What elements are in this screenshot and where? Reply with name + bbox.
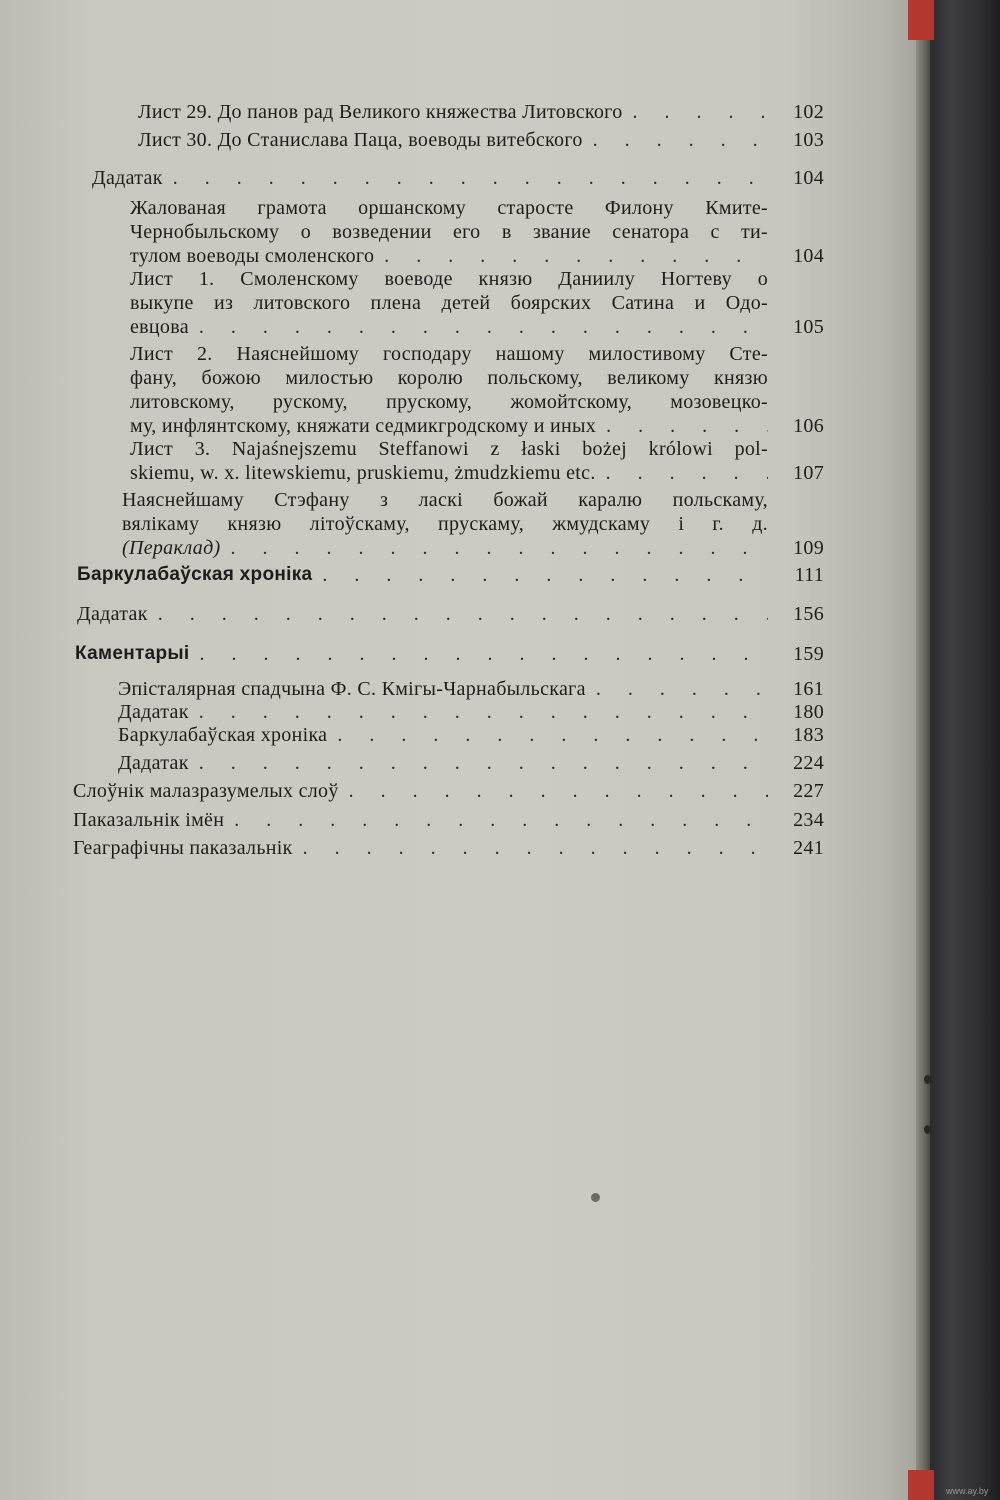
leader-dots (606, 461, 768, 485)
binding-mark (924, 1125, 931, 1134)
toc-entry-line: Лист 1. Смоленскому воеводе князю Даниилу Ногтеву о (130, 268, 768, 290)
toc-entry-title: Лист 30. До Станислава Паца, воеводы витебского (138, 129, 583, 151)
toc-page-number: 161 (793, 678, 824, 700)
leader-dots (303, 836, 768, 860)
leader-dots (199, 315, 768, 339)
toc-entry-line: евцова (130, 316, 189, 338)
toc-page-number: 107 (793, 462, 824, 484)
toc-entry (75, 642, 824, 666)
toc-entry (118, 700, 824, 724)
toc-entry-line: Лист 3. Najaśnejszemu Steffanowi z łaski bożej królowi pol- (130, 438, 768, 460)
toc-entry-line: тулом воеводы смоленского (130, 245, 375, 267)
toc-page-number: 227 (793, 780, 824, 802)
toc-entry-title: Дадатак (118, 752, 189, 774)
toc-entry-title: Слоўнік малазразумелых слоў (73, 780, 339, 802)
leader-dots (234, 808, 768, 832)
toc-page-number: 109 (793, 537, 824, 559)
book-cover-edge (930, 0, 1000, 1500)
leader-dots (596, 677, 768, 701)
toc-entry (92, 166, 824, 190)
leader-dots (593, 128, 768, 152)
toc-section-title: Каментарыі (75, 643, 190, 664)
toc-page-number: 224 (793, 752, 824, 774)
toc-entry-title: Паказальнік імён (73, 809, 225, 831)
toc-entry-line: Наяснейшаму Стэфану з ласкі божай каралю польскаму, (122, 489, 768, 511)
toc-section-title: Баркулабаўская хроніка (77, 564, 313, 585)
leader-dots (337, 723, 768, 747)
toc-entry-line: фану, божою милостью королю польскому, великому князю (130, 367, 768, 389)
watermark: www.ay.by (946, 1486, 989, 1496)
toc-entry-line: вялікаму князю літоўскаму, прускаму, жмудскаму і г. д. (122, 513, 768, 535)
leader-dots (606, 414, 768, 438)
toc-entry-line: Лист 2. Наяснейшому господару нашому милостивому Сте- (130, 343, 768, 365)
toc-entry-title: Дадатак (92, 167, 163, 189)
toc-entry (73, 808, 824, 832)
leader-dots (199, 751, 768, 775)
leader-dots (349, 779, 768, 803)
toc-entry (122, 488, 824, 560)
toc-page-number: 183 (793, 724, 824, 746)
toc-page-number: 234 (793, 809, 824, 831)
toc-entry-line: skiemu, w. x. litewskiemu, pruskiemu, żmudzkiemu etc. (130, 462, 596, 484)
toc-page-number: 241 (793, 837, 824, 859)
leader-dots (633, 100, 769, 124)
toc-page-number: 105 (793, 316, 824, 338)
toc-entry-line: литовскому, рускому, прускому, жомойтскому, мозовецко- (130, 391, 768, 413)
leader-dots (199, 700, 768, 724)
leader-dots (173, 166, 768, 190)
toc-entry-title: Дадатак (77, 603, 148, 625)
toc-entry (77, 563, 824, 587)
toc-page-number: 103 (793, 129, 824, 151)
toc-entry (118, 677, 824, 701)
toc-entry (73, 779, 824, 803)
toc-entry-line: му, инфлянтскому, княжати седмикгродскому и иных (130, 415, 597, 437)
toc-entry-line: (Пераклад) (122, 537, 221, 559)
toc-entry-line: выкупе из литовского плена детей боярских Сатина и Одо- (130, 292, 768, 314)
toc-entry (130, 437, 824, 485)
toc-entry (138, 100, 824, 124)
toc-page-number: 111 (794, 564, 824, 586)
toc-entry (73, 836, 824, 860)
toc-entry (130, 342, 824, 438)
leader-dots (230, 536, 768, 560)
toc-page-number: 104 (793, 167, 824, 189)
toc-entry-title: Эпісталярная спадчына Ф. С. Кмігы-Чарнабыльскага (118, 678, 586, 700)
toc-entry (138, 128, 824, 152)
toc-entry-title: Лист 29. До панов рад Великого княжества Литовского (138, 101, 623, 123)
toc-entry (130, 267, 824, 339)
toc-entry (77, 602, 824, 626)
toc-entry (130, 196, 824, 268)
leader-dots (158, 602, 768, 626)
leader-dots (199, 642, 768, 666)
toc-entry-line: Жалованая грамота оршанскому старосте Филону Кмите- (130, 197, 768, 219)
toc-page-number: 104 (793, 245, 824, 267)
toc-entry-title: Баркулабаўская хроніка (118, 724, 328, 746)
toc-page-number: 156 (793, 603, 824, 625)
toc-page-number: 106 (793, 415, 824, 437)
toc-entry (118, 723, 824, 747)
toc-entry (118, 751, 824, 775)
toc-page-number: 102 (793, 101, 824, 123)
toc-page-number: 180 (793, 701, 824, 723)
toc-entry-title: Дадатак (118, 701, 189, 723)
leader-dots (384, 244, 768, 268)
toc-entry-title: Геаграфічны паказальнік (73, 837, 293, 859)
toc-page-number: 159 (793, 643, 824, 665)
binding-mark (924, 1075, 931, 1084)
toc-entry-line: Чернобыльскому о возведении его в звание сенатора с ти- (130, 221, 768, 243)
leader-dots (322, 563, 768, 587)
